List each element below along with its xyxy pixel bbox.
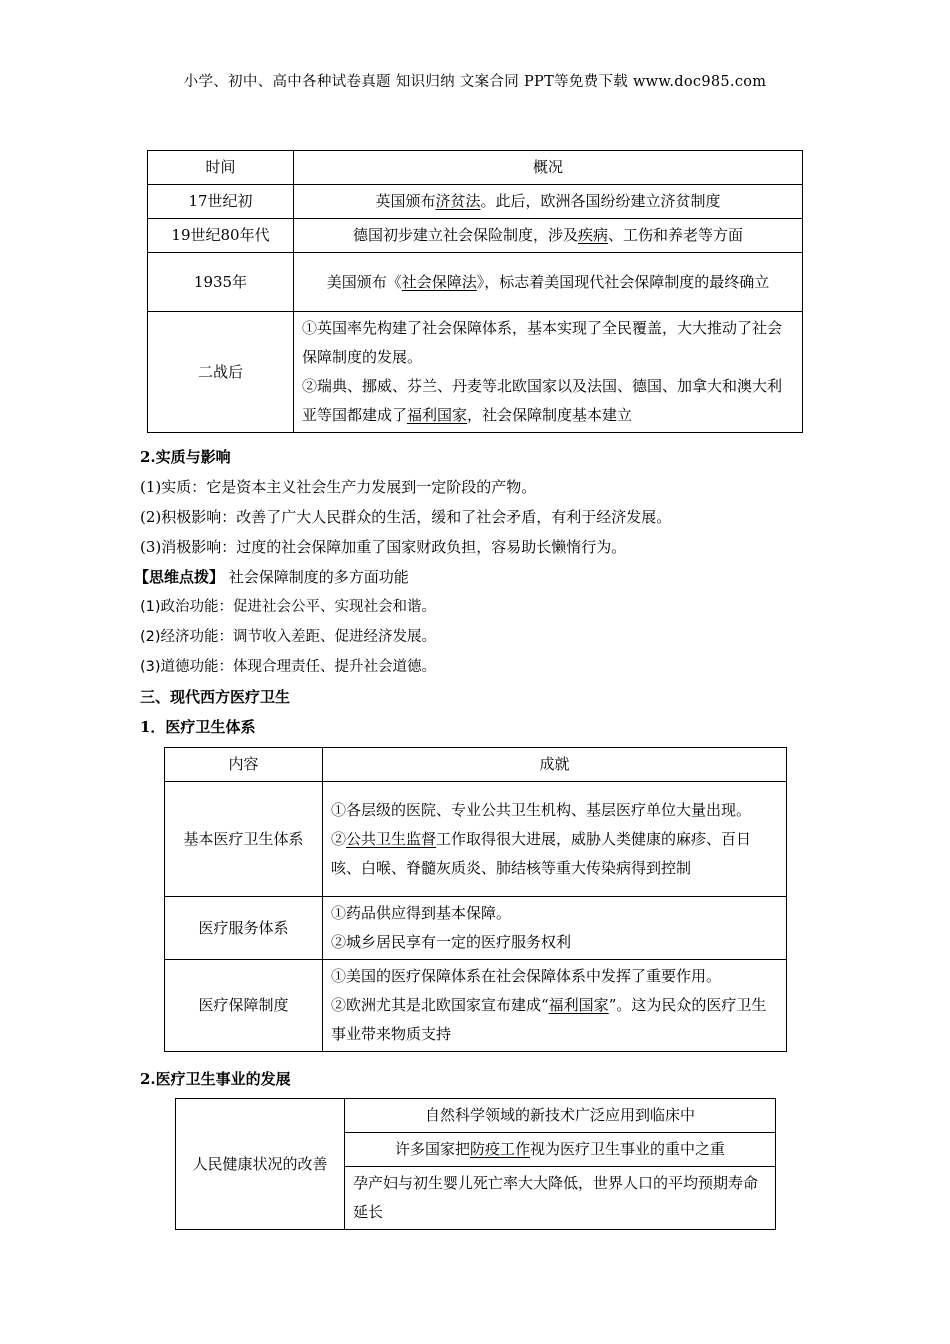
col-header-time: 时间 — [148, 151, 294, 185]
section-title-essence: 2.实质与影响 — [140, 448, 231, 466]
achievement-cell: ①各层级的医院、专业公共卫生机构、基层医疗单位大量出现。 ②公共卫生监督工作取得很大进展，威胁人类健康的麻疹、百日咳、白喉、脊髓灰质炎、肺结核等重大传染病得到控制 — [323, 782, 787, 897]
table-row — [148, 312, 803, 433]
content-cell: 医疗保障制度 — [165, 960, 323, 1052]
content-cell: 基本医疗卫生体系 — [165, 782, 323, 897]
social-security-history-table — [147, 150, 803, 433]
content-cell: 医疗服务体系 — [165, 897, 323, 960]
overview-cell: 德国初步建立社会保险制度，涉及疾病、工伤和养老等方面 — [294, 219, 803, 253]
achievement-cell: ①药品供应得到基本保障。 ②城乡居民享有一定的医疗服务权利 — [323, 897, 787, 960]
section-title-medical: 三、现代西方医疗卫生 — [140, 688, 291, 706]
health-improvement-table — [175, 1098, 776, 1230]
subsection-title-development: 2.医疗卫生事业的发展 — [140, 1070, 291, 1088]
improvement-cell: 孕产妇与初生婴儿死亡率大大降低，世界人口的平均预期寿命延长 — [345, 1167, 776, 1230]
achievement-cell: ①美国的医疗保障体系在社会保障体系中发挥了重要作用。 ②欧洲尤其是北欧国家宣布建成“福利国家”。这为民众的医疗卫生事业带来物质支持 — [323, 960, 787, 1052]
time-cell: 19世纪80年代 — [148, 219, 294, 253]
medical-system-table — [164, 747, 787, 1052]
overview-cell: ①英国率先构建了社会保障体系，基本实现了全民覆盖，大大推动了社会保障制度的发展。 ②瑞典、挪威、芬兰、丹麦等北欧国家以及法国、德国、加拿大和澳大利亚等国都建成了福利国家，社会保障制度基本建立 — [294, 312, 803, 433]
tip-line: (2)经济功能：调节收入差距、促进经济发展。 — [140, 629, 437, 645]
tip-line: (1)政治功能：促进社会公平、实现社会和谐。 — [140, 599, 437, 615]
table-row — [165, 897, 787, 960]
improvement-cell: 许多国家把防疫工作视为医疗卫生事业的重中之重 — [345, 1133, 776, 1167]
time-cell: 二战后 — [148, 312, 294, 433]
overview-cell: 英国颁布济贫法。此后，欧洲各国纷纷建立济贫制度 — [294, 185, 803, 219]
table-row — [165, 960, 787, 1052]
positive-effect-line: (2)积极影响：改善了广大人民群众的生活，缓和了社会矛盾，有利于经济发展。 — [140, 508, 672, 526]
subsection-title-system: 1．医疗卫生体系 — [140, 718, 256, 736]
tip-line: (3)道德功能：体现合理责任、提升社会道德。 — [140, 659, 437, 675]
col-header-content: 内容 — [165, 748, 323, 782]
time-cell: 1935年 — [148, 253, 294, 312]
page-header: 小学、初中、高中各种试卷真题 知识归纳 文案合同 PPT等免费下载 www.doc985.com — [183, 74, 767, 90]
negative-effect-line: (3)消极影响：过度的社会保障加重了国家财政负担，容易助长懒惰行为。 — [140, 538, 627, 556]
table-row — [148, 185, 803, 219]
essence-line: (1)实质：它是资本主义社会生产力发展到一定阶段的产物。 — [140, 478, 537, 496]
col-header-achievement: 成就 — [323, 748, 787, 782]
table-row — [165, 782, 787, 897]
improvement-cell: 自然科学领域的新技术广泛应用到临床中 — [345, 1099, 776, 1133]
table-row — [148, 219, 803, 253]
table-row — [148, 253, 803, 312]
thinking-tip: 【思维点拨】 社会保障制度的多方面功能 — [134, 568, 409, 586]
category-cell: 人民健康状况的改善 — [176, 1099, 345, 1230]
overview-cell: 美国颁布《社会保障法》，标志着美国现代社会保障制度的最终确立 — [294, 253, 803, 312]
col-header-overview: 概况 — [294, 151, 803, 185]
time-cell: 17世纪初 — [148, 185, 294, 219]
